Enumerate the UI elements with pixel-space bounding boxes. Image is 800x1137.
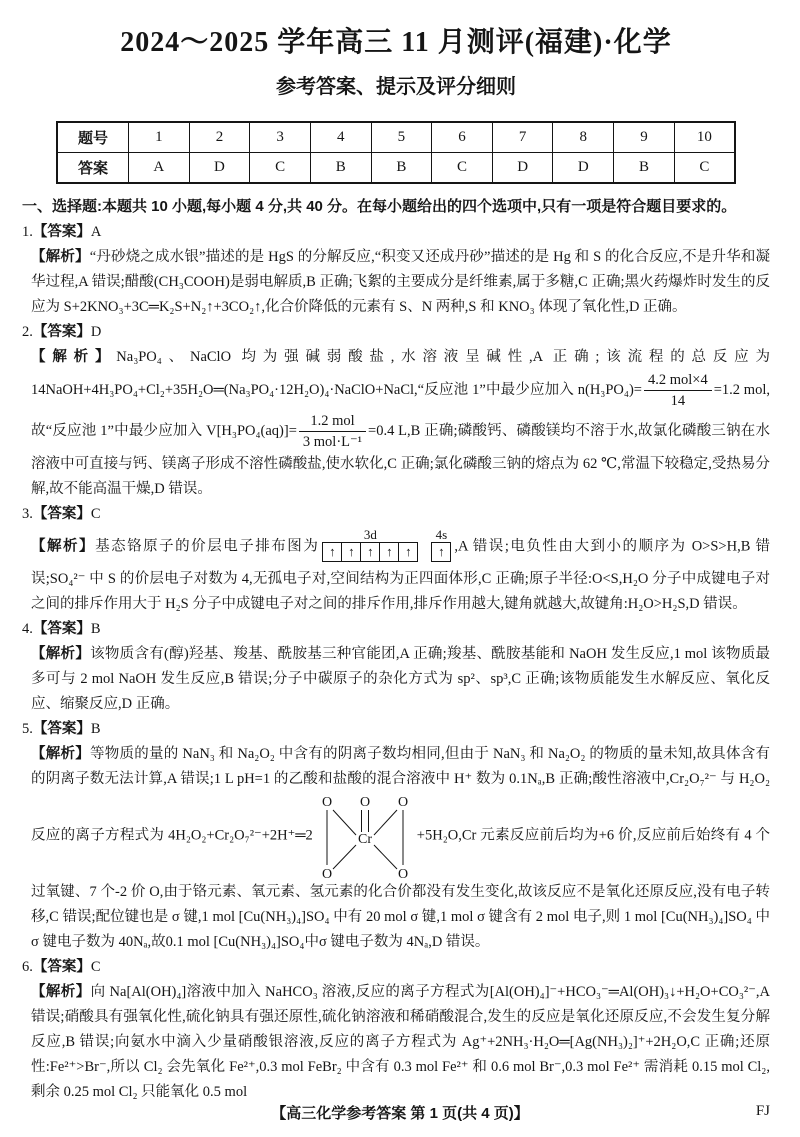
question-number-cell: 8 <box>553 122 614 153</box>
fraction <box>644 370 712 411</box>
page-subtitle: 参考答案、提示及评分细则 <box>276 76 516 98</box>
analysis-text: 向 Na[Al(OH)₄]溶液中加入 NaHCO₃ 溶液,反应的离子方程式为[Al(OH)₄]⁻+HCO₃⁻═Al(OH)₃↓+H₂O+CO₃²⁻,A 错误;硝酸具有强氧化性,硫化钠具有强还原性,硫化钠溶液和稀硝酸混合,发生的反应是氧化还原反应,不会发生复分解反应,B 错误;向氨水中滴入少量硝酸银溶液,反应的离子方程式为 Ag⁺+2NH₃·H₂O═[Ag(NH₃)₂]⁺+2H₂O,C 正确;还原性:Fe²⁺>Br⁻,所以 Cl₂ 会先氧化 Fe²⁺,0.3 mol FeBr₂ 中含有 0.3 mol Fe²⁺ 和 0.6 mol Br⁻,0.3 mol Fe²⁺ 需消耗 0.15 mol Cl₂,剩余 0.25 mol Cl₂ 只能氧化 0.5 mol <box>31 984 771 1100</box>
oxygen-atom-label: O <box>397 795 408 810</box>
analysis-text: “丹砂烧之成水银”描述的是 HgS 的分解反应,“积变又还成丹砂”描述的是 Hg 和 S 的化合反应,不是升华和凝华过程,A 错误;醋酸(CH₃COOH)是弱电解质,B 正确;飞絮的主要成分是纤维素,属于多糖,C 正确;黑火药爆炸时发生的反应为 S+2KNO₃+3C═K₂S+N₂↑+3CO₂↑,化合价降低的元素有 S、N 两种,S 和 KNO₃ 体现了氧化性,D 正确。 <box>31 249 771 315</box>
analysis-label: 【解析】 <box>31 349 117 365</box>
orbital-label-4s: 4s <box>435 527 448 542</box>
orbital-box: ↑ <box>398 542 418 562</box>
orbital-box: ↑ <box>379 542 399 562</box>
answer-cell: A <box>129 153 190 184</box>
orbital-box: ↑ <box>360 542 380 562</box>
answer-line <box>22 502 770 527</box>
fraction-numerator: 4.2 mol×4 <box>647 372 708 388</box>
footer-code: FJ <box>755 1103 770 1119</box>
question-number-cell: 10 <box>674 122 735 153</box>
answer-table <box>56 121 736 184</box>
question-number: 3. <box>22 506 33 522</box>
answer-letter: A <box>90 224 102 240</box>
answer-letter: D <box>90 324 102 340</box>
question-6 <box>22 955 770 1105</box>
answer-cell: B <box>614 153 675 184</box>
analysis-label: 【解析】 <box>31 984 91 1000</box>
question-number: 4. <box>22 621 33 637</box>
oxygen-atom-label: O <box>397 867 408 880</box>
orbital-group-4s <box>431 527 451 567</box>
answer-cell: D <box>492 153 553 184</box>
answer-letter: B <box>90 621 101 637</box>
answer-row <box>57 153 735 184</box>
answer-line <box>22 717 770 742</box>
answer-cell: C <box>250 153 311 184</box>
answer-cell: C <box>674 153 735 184</box>
oxygen-atom-label: O <box>321 795 332 810</box>
orbital-label-3d: 3d <box>363 527 377 542</box>
analysis-text: =0.4 L,B 正确;磷酸钙、磷酸镁均不溶于水,故氯化磷酸三钠在水溶液中可直接与钙、镁离子形成不溶性磷酸盐,使水软化,C 正确;氯化磷酸三钠的熔点为 62 ℃,常温下较稳定,受热易分解,故不能高温干燥,D 错误。 <box>31 422 771 497</box>
row-label-question-number: 题号 <box>57 122 129 153</box>
orbital-box: ↑ <box>322 542 342 562</box>
oxygen-atom-label: O <box>321 867 332 880</box>
analysis-text: +5H₂O,Cr 元素反应前后均为+6 价,反应前后始终有 4 个过氧键、7 个-2 价 O,由于铬元素、氧元素、氢元素的化合价都没有发生变化,故该反应不是氧化还原反应,没有电子转移,C 错误;配位键也是 σ 键,1 mol [Cu(NH₃)₄]SO₄ 中有 20 mol σ 键,1 mol σ 键含有 2 mol 电子,则 1 mol [Cu(NH₃)₄]SO₄ 中 σ 键电子数为 40Nₐ,故0.1 mol [Cu(NH₃)₄]SO₄中σ 键电子数为 4Nₐ,D 错误。 <box>31 827 770 950</box>
fraction-denominator: 3 mol·L⁻¹ <box>299 431 366 452</box>
analysis-text: 基态铬原子的价层电子排布图为 <box>95 538 320 555</box>
row-label-answer: 答案 <box>57 153 129 184</box>
answer-line <box>22 955 770 980</box>
fraction-numerator: 1.2 mol <box>310 413 355 429</box>
analysis-paragraph <box>31 742 770 955</box>
answer-cell: B <box>310 153 371 184</box>
answer-letter: B <box>90 721 101 737</box>
answer-label: 【答案】 <box>32 224 91 240</box>
footer-page-info: 【高三化学参考答案 第 1 页(共 4 页)】 <box>271 1105 529 1122</box>
question-4 <box>22 617 770 717</box>
analysis-paragraph <box>31 642 770 717</box>
analysis-text: 等物质的量的 NaN₃ 和 Na₂O₂ 中含有的阴离子数均相同,但由于 NaN₃ 和 Na₂O₂ 的物质的量未知,故具体含有的阴离子数无法计算,A 错误;1 L pH=1 的乙酸和盐酸的混合溶液中 H⁺ 数为 0.1Nₐ,B 正确;酸性溶液中,Cr₂O₇²⁻ 与 H₂O₂ 反应的离子方程式为 4H₂O₂+Cr₂O₇²⁻+2H⁺═2 <box>31 746 771 844</box>
question-5 <box>22 717 770 955</box>
orbital-box: ↑ <box>341 542 361 562</box>
answer-line <box>22 220 770 245</box>
question-number-cell: 4 <box>310 122 371 153</box>
analysis-label: 【解析】 <box>31 646 91 662</box>
question-number-cell: 6 <box>432 122 493 153</box>
answer-label: 【答案】 <box>32 506 91 522</box>
question-number-row <box>57 122 735 153</box>
answer-line <box>22 320 770 345</box>
orbital-box: ↑ <box>431 542 451 562</box>
answer-cell: D <box>189 153 250 184</box>
answer-cell: B <box>371 153 432 184</box>
question-number-cell: 3 <box>250 122 311 153</box>
answer-cell: C <box>432 153 493 184</box>
oxygen-atom-label: O <box>359 795 370 810</box>
question-number-cell: 7 <box>492 122 553 153</box>
question-number: 1. <box>22 224 33 240</box>
section-heading: 一、选择题:本题共 10 小题,每小题 4 分,共 40 分。在每小题给出的四个选项中,只有一项是符合题目要求的。 <box>22 198 737 215</box>
question-number: 5. <box>22 721 33 737</box>
answer-letter: C <box>90 506 101 522</box>
answer-cell: D <box>553 153 614 184</box>
analysis-label: 【解析】 <box>31 538 96 555</box>
question-number-cell: 5 <box>371 122 432 153</box>
page-footer <box>0 1102 800 1123</box>
answer-label: 【答案】 <box>32 721 91 737</box>
question-number: 2. <box>22 324 33 340</box>
analysis-label: 【解析】 <box>31 746 91 762</box>
analysis-text: Na₃PO₄、NaClO 均为强碱弱酸盐,水溶液呈碱性,A 正确;该流程的总反应为 14NaOH+4H₃PO₄+Cl₂+35H₂O═(Na₃PO₄·12H₂O)₄·NaClO+NaCl,“反应池 1”中最少应加入 n(H₃PO₄)= <box>31 349 770 398</box>
analysis-paragraph <box>31 527 770 617</box>
answer-letter: C <box>90 959 101 975</box>
answer-label: 【答案】 <box>32 621 91 637</box>
analysis-text: 该物质含有(醇)羟基、羧基、酰胺基三种官能团,A 正确;羧基、酰胺基能和 NaOH 发生反应,1 mol 该物质最多可与 2 mol NaOH 发生反应,B 错误;分子中碳原子的杂化方式为 sp²、sp³,C 正确;该物质能发生水解反应、氧化反应、缩聚反应,D 正确。 <box>31 646 771 712</box>
electron-configuration-diagram <box>322 527 451 567</box>
page-title: 2024～2025 学年高三 11 月测评(福建)·化学 <box>120 27 672 58</box>
analysis-label: 【解析】 <box>31 249 90 265</box>
fraction-denominator: 14 <box>644 390 712 411</box>
analysis-paragraph <box>31 980 770 1105</box>
question-3 <box>22 502 770 617</box>
analysis-text: ,A 错误;电负性由大到小的顺序为 O>S>H,B 错误;SO₄²⁻ 中 S 的价层电子对数为 4,无孤电子对,空间结构为正四面体形,C 正确;原子半径:O<S,H₂O 分子中成键电子对之间的排斥作用大于 H₂S 分子中成键电子对之间的排斥作用,排斥作用越大,键角就越大,故键角:H₂O>H₂S,D 错误。 <box>31 538 771 612</box>
question-number-cell: 2 <box>189 122 250 153</box>
answer-label: 【答案】 <box>32 959 91 975</box>
fraction <box>299 411 366 452</box>
analysis-paragraph <box>31 245 770 320</box>
question-number-cell: 1 <box>129 122 190 153</box>
question-number: 6. <box>22 959 33 975</box>
analysis-paragraph <box>31 345 770 502</box>
question-2 <box>22 320 770 502</box>
answer-label: 【答案】 <box>32 324 91 340</box>
answer-line <box>22 617 770 642</box>
cro5-structure-diagram <box>315 792 415 880</box>
question-1 <box>22 220 770 320</box>
analysis-text: =1.2 mol,故“反应池 1”中最少应加入 V[H₃PO₄(aq)]= <box>31 381 770 439</box>
orbital-group-3d <box>322 527 418 567</box>
question-number-cell: 9 <box>614 122 675 153</box>
chromium-atom-label: Cr <box>357 832 372 847</box>
